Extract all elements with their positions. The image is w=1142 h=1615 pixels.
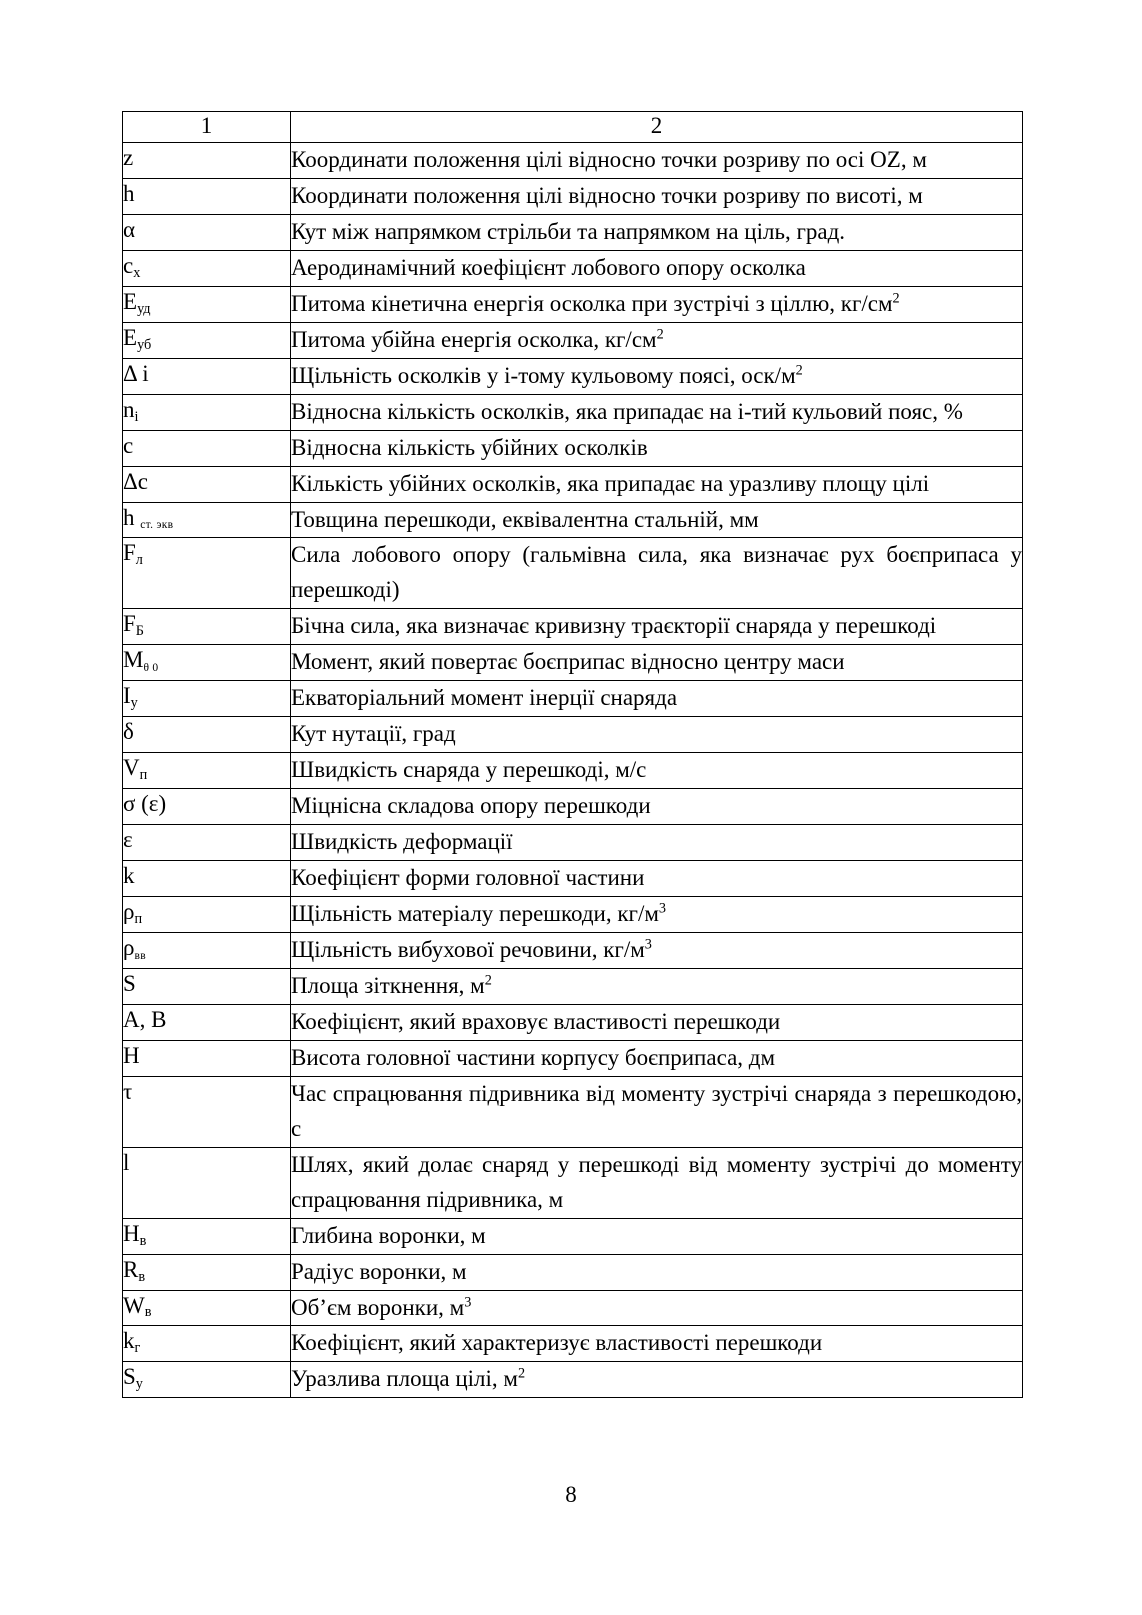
table-row [123,645,1023,681]
description-cell: Аеродинамічний коефіцієнт лобового опору осколка [291,250,1023,286]
symbol-cell: $S_у$ [123,1362,291,1398]
symbol-cell: H [123,1040,291,1076]
symbol-cell: Δc [123,466,291,502]
table-row [123,143,1023,179]
table-row [123,250,1023,286]
description-cell: Площа зіткнення, $м^2$ [291,968,1023,1004]
table-row [123,178,1023,214]
description-cell: Координати положення цілі відносно точки розриву по висоті, м [291,178,1023,214]
description-cell: Момент, який повертає боєприпас відносно центру маси [291,645,1023,681]
symbol-cell: h ст. экв [123,502,291,538]
description-cell: Коефіцієнт, який характеризує властивості перешкоди [291,1326,1023,1362]
symbol-cell: $H_в$ [123,1218,291,1254]
symbol-cell: τ [123,1076,291,1147]
description-cell: Коефіцієнт форми головної частини [291,861,1023,897]
table-header [123,112,1023,143]
table-row [123,1362,1023,1398]
symbol-cell: c [123,430,291,466]
symbol-cell: ρвв [123,932,291,968]
description-cell: Щільність осколків у і-тому кульовому поясі, оск/$м^2$ [291,358,1023,394]
description-cell: Об’єм воронки, $м^3$ [291,1290,1023,1326]
table-row [123,897,1023,933]
symbol-cell: $W_в$ [123,1290,291,1326]
table-row [123,502,1023,538]
symbol-cell: $E_{уд}$ [123,286,291,322]
table-row [123,214,1023,250]
description-cell: Щільність матеріалу перешкоди, $кг/м^3$ [291,897,1023,933]
description-cell: Питома кінетична енергія осколка при зустрічі з ціллю, $кг/см^2$ [291,286,1023,322]
symbol-cell: h [123,178,291,214]
symbol-cell: $\rho_п$ [123,897,291,933]
table-row [123,1076,1023,1147]
description-cell: Щільність вибухової речовини, $кг/м^3$ [291,932,1023,968]
symbol-cell: $F_Б$ [123,609,291,645]
description-cell: Кут нутації, град [291,717,1023,753]
table-row [123,394,1023,430]
description-cell: Відносна кількість убійних осколків [291,430,1023,466]
table-row [123,681,1023,717]
description-cell: Шлях, який долає снаряд у перешкоді від моменту зустрічі до моменту спрацювання підривника, м [291,1147,1023,1218]
symbol-cell: σ (ε) [123,789,291,825]
symbol-cell: $I_y$ [123,681,291,717]
description-cell: Міцнісна складова опору перешкоди [291,789,1023,825]
table-row [123,861,1023,897]
description-cell: Кількість убійних осколків, яка припадає на уразливу площу цілі [291,466,1023,502]
symbol-cell: Mθ 0 [123,645,291,681]
table-row [123,609,1023,645]
table-header-row [123,112,1023,143]
glossary-table [122,111,1023,1398]
description-cell: Час спрацювання підривника від моменту зустрічі снаряда з перешкодою, с [291,1076,1023,1147]
symbol-cell: z [123,143,291,179]
symbol-cell: $c_x$ [123,250,291,286]
table-row [123,753,1023,789]
description-cell: Висота головної частини корпусу боєприпаса, дм [291,1040,1023,1076]
table-row [123,322,1023,358]
table-row [123,825,1023,861]
symbol-cell: $k_г$ [123,1326,291,1362]
symbol-cell: $E_{уб}$ [123,322,291,358]
symbol-cell: l [123,1147,291,1218]
table-row [123,1290,1023,1326]
symbol-cell: α [123,214,291,250]
description-cell: Питома убійна енергія осколка, $кг/см^2$ [291,322,1023,358]
description-cell: Коефіцієнт, який враховує властивості перешкоди [291,1004,1023,1040]
symbol-cell: δ [123,717,291,753]
description-cell: Радіус воронки, м [291,1254,1023,1290]
table-row [123,789,1023,825]
description-cell: Товщина перешкоди, еквівалентна стальній, мм [291,502,1023,538]
symbol-cell: $V_п$ [123,753,291,789]
table-row [123,1040,1023,1076]
column-header-description: 2 [291,112,1023,143]
symbol-cell: $n_i$ [123,394,291,430]
column-header-symbol: 1 [123,112,291,143]
table-row [123,1326,1023,1362]
description-cell: Відносна кількість осколків, яка припадає на і-тий кульовий пояс, % [291,394,1023,430]
table-row [123,932,1023,968]
table-row [123,430,1023,466]
symbol-cell: $F_л$ [123,538,291,609]
symbol-cell: k [123,861,291,897]
table-row [123,1004,1023,1040]
symbol-cell: Δ i [123,358,291,394]
glossary-table-container [122,111,1022,1398]
symbol-cell: ε [123,825,291,861]
description-cell: Швидкість деформації [291,825,1023,861]
table-row [123,466,1023,502]
table-body [123,143,1023,1398]
description-cell: Екваторіальний момент інерції снаряда [291,681,1023,717]
table-row [123,358,1023,394]
table-row [123,1218,1023,1254]
table-row [123,1254,1023,1290]
description-cell: Кут між напрямком стрільби та напрямком на ціль, град. [291,214,1023,250]
description-cell: Бічна сила, яка визначає кривизну траєкторії снаряда у перешкоді [291,609,1023,645]
symbol-cell: S [123,968,291,1004]
description-cell: Глибина воронки, м [291,1218,1023,1254]
table-row [123,1147,1023,1218]
description-cell: Координати положення цілі відносно точки розриву по осі OZ, м [291,143,1023,179]
table-row [123,717,1023,753]
table-row [123,286,1023,322]
symbol-cell: $R_в$ [123,1254,291,1290]
page-number: 8 [565,1482,577,1507]
description-cell: Уразлива площа цілі, $м^2$ [291,1362,1023,1398]
description-cell: Швидкість снаряда у перешкоді, м/с [291,753,1023,789]
description-cell: Сила лобового опору (гальмівна сила, яка визначає рух боєприпаса у перешкоді) [291,538,1023,609]
table-row [123,538,1023,609]
symbol-cell: A, B [123,1004,291,1040]
table-row [123,968,1023,1004]
